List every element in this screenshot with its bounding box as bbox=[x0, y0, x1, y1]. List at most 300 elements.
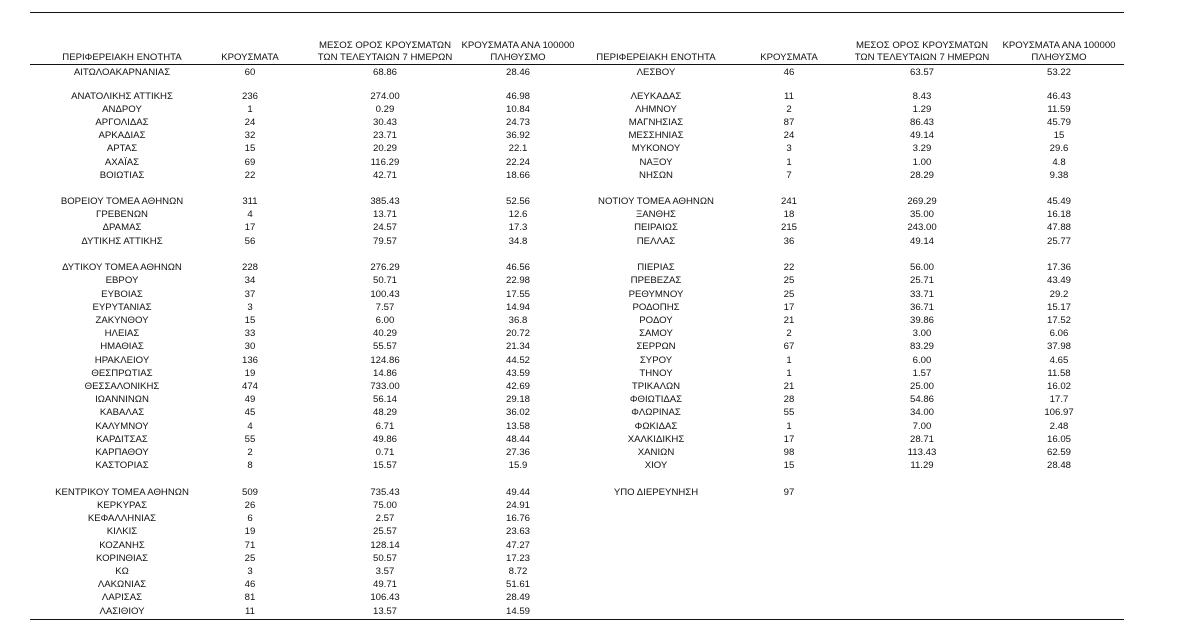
cases-cell: 22 bbox=[244, 170, 256, 181]
cases-cell: 19 bbox=[244, 368, 256, 379]
per-100k-cell: 17.52 bbox=[1046, 315, 1071, 326]
cases-cell: 1 bbox=[786, 157, 792, 168]
table-row bbox=[0, 486, 1200, 499]
avg-7day-cell: 276.29 bbox=[370, 262, 400, 273]
cases-cell: 2 bbox=[786, 104, 792, 115]
per-100k-cell: 20.72 bbox=[505, 328, 530, 339]
cases-cell: 17 bbox=[244, 222, 256, 233]
header-rule bbox=[30, 64, 1124, 65]
per-100k-cell: 45.79 bbox=[1046, 117, 1071, 128]
avg-7day-cell: 49.86 bbox=[372, 434, 397, 445]
table-row bbox=[0, 169, 1200, 182]
header-per100k-line2: ΠΛΗΘΥΣΜΟ bbox=[1031, 51, 1087, 63]
cases-cell: 24 bbox=[783, 130, 795, 141]
cases-cell: 71 bbox=[244, 540, 256, 551]
cases-cell: 236 bbox=[241, 91, 258, 102]
region-cell: ΑΡΚΑΔΙΑΣ bbox=[98, 130, 146, 141]
cases-cell: 4 bbox=[247, 421, 253, 432]
region-cell: ΚΕΡΚΥΡΑΣ bbox=[96, 500, 147, 511]
per-100k-cell: 36.8 bbox=[508, 315, 528, 326]
avg-7day-cell: 63.57 bbox=[909, 67, 934, 78]
avg-7day-cell: 79.57 bbox=[372, 236, 397, 247]
table-row bbox=[0, 525, 1200, 538]
table-row bbox=[0, 512, 1200, 525]
avg-7day-cell: 25.71 bbox=[909, 275, 934, 286]
avg-7day-cell: 243.00 bbox=[907, 222, 937, 233]
per-100k-cell: 106.97 bbox=[1044, 407, 1074, 418]
table-row bbox=[0, 393, 1200, 406]
avg-7day-cell: 1.57 bbox=[912, 368, 932, 379]
cases-cell: 1 bbox=[786, 368, 792, 379]
region-cell: ΧΑΝΙΩΝ bbox=[637, 447, 675, 458]
per-100k-cell: 47.88 bbox=[1046, 222, 1071, 233]
cases-cell: 15 bbox=[244, 143, 256, 154]
per-100k-cell: 21.34 bbox=[505, 341, 530, 352]
per-100k-cell: 53.22 bbox=[1046, 67, 1071, 78]
avg-7day-cell: 56.00 bbox=[909, 262, 934, 273]
region-cell: ΚΑΡΠΑΘΟΥ bbox=[95, 447, 149, 458]
region-cell: ΔΥΤΙΚΗΣ ΑΤΤΙΚΗΣ bbox=[81, 236, 163, 247]
avg-7day-cell: 13.71 bbox=[372, 209, 397, 220]
region-cell: ΣΕΡΡΩΝ bbox=[636, 341, 676, 352]
cases-cell: 30 bbox=[244, 341, 256, 352]
avg-7day-cell: 23.71 bbox=[372, 130, 397, 141]
cases-cell: 2 bbox=[786, 328, 792, 339]
avg-7day-cell: 49.14 bbox=[909, 130, 934, 141]
avg-7day-cell: 54.86 bbox=[909, 394, 934, 405]
header-per100k-line2: ΠΛΗΘΥΣΜΟ bbox=[490, 51, 546, 63]
cases-cell: 36 bbox=[783, 236, 795, 247]
region-cell: ΣΑΜΟΥ bbox=[639, 328, 673, 339]
region-cell: ΛΑΡΙΣΑΣ bbox=[101, 592, 143, 603]
left-header-avg bbox=[315, 40, 455, 63]
table-row bbox=[0, 116, 1200, 129]
per-100k-cell: 47.27 bbox=[505, 540, 530, 551]
avg-7day-cell: 33.71 bbox=[909, 289, 934, 300]
avg-7day-cell: 106.43 bbox=[370, 592, 400, 603]
per-100k-cell: 24.73 bbox=[505, 117, 530, 128]
table-row bbox=[0, 539, 1200, 552]
region-cell: ΦΘΙΩΤΙΔΑΣ bbox=[629, 394, 683, 405]
avg-7day-cell: 1.29 bbox=[912, 104, 932, 115]
region-cell: ΑΝΔΡΟΥ bbox=[102, 104, 142, 115]
avg-7day-cell: 269.29 bbox=[907, 196, 937, 207]
cases-cell: 25 bbox=[244, 553, 256, 564]
per-100k-cell: 4.8 bbox=[1052, 157, 1066, 168]
region-cell: ΠΡΕΒΕΖΑΣ bbox=[630, 275, 682, 286]
region-cell: ΚΕΦΑΛΛΗΝΙΑΣ bbox=[87, 513, 157, 524]
region-cell: ΗΡΑΚΛΕΙΟΥ bbox=[94, 355, 150, 366]
per-100k-cell: 42.69 bbox=[505, 381, 530, 392]
cases-cell: 60 bbox=[244, 67, 256, 78]
top-rule bbox=[30, 12, 1124, 13]
cases-cell: 15 bbox=[783, 460, 795, 471]
cases-cell: 509 bbox=[241, 487, 258, 498]
cases-cell: 69 bbox=[244, 157, 256, 168]
region-cell: ΜΥΚΟΝΟΥ bbox=[631, 143, 681, 154]
region-cell: ΧΙΟΥ bbox=[644, 460, 668, 471]
avg-7day-cell: 83.29 bbox=[909, 341, 934, 352]
cases-cell: 1 bbox=[786, 421, 792, 432]
region-cell: ΑΧΑΪΑΣ bbox=[104, 157, 140, 168]
cases-cell: 7 bbox=[786, 170, 792, 181]
region-cell: ΜΑΓΝΗΣΙΑΣ bbox=[628, 117, 684, 128]
region-cell: ΤΡΙΚΑΛΩΝ bbox=[631, 381, 681, 392]
region-cell: ΑΝΑΤΟΛΙΚΗΣ ΑΤΤΙΚΗΣ bbox=[71, 91, 173, 102]
cases-cell: 22 bbox=[783, 262, 795, 273]
per-100k-cell: 23.63 bbox=[505, 526, 530, 537]
table-row bbox=[0, 327, 1200, 340]
per-100k-cell: 45.49 bbox=[1046, 196, 1071, 207]
cases-cell: 81 bbox=[244, 592, 256, 603]
region-cell: ΡΕΘΥΜΝΟΥ bbox=[628, 289, 684, 300]
avg-7day-cell: 14.86 bbox=[372, 368, 397, 379]
table-row bbox=[0, 156, 1200, 169]
cases-cell: 3 bbox=[247, 566, 253, 577]
cases-cell: 24 bbox=[244, 117, 256, 128]
per-100k-cell: 16.76 bbox=[505, 513, 530, 524]
region-cell: ΚΑΒΑΛΑΣ bbox=[99, 407, 145, 418]
region-cell: ΠΕΛΛΑΣ bbox=[636, 236, 676, 247]
cases-cell: 6 bbox=[247, 513, 253, 524]
header-avg-line2: ΤΩΝ ΤΕΛΕΥΤΑΙΩΝ 7 ΗΜΕΡΩΝ bbox=[854, 51, 990, 63]
table-row bbox=[0, 380, 1200, 393]
right-header-per100k bbox=[998, 40, 1120, 63]
region-cell: ΕΒΡΟΥ bbox=[105, 275, 139, 286]
per-100k-cell: 11.58 bbox=[1047, 368, 1071, 379]
avg-7day-cell: 0.29 bbox=[375, 104, 395, 115]
table-row bbox=[0, 142, 1200, 155]
table-row bbox=[0, 340, 1200, 353]
avg-7day-cell: 0.71 bbox=[375, 447, 395, 458]
header-avg-line2: ΤΩΝ ΤΕΛΕΥΤΑΙΩΝ 7 ΗΜΕΡΩΝ bbox=[317, 51, 453, 63]
table-row bbox=[0, 605, 1200, 618]
cases-cell: 215 bbox=[780, 222, 797, 233]
table-row bbox=[0, 301, 1200, 314]
table-row bbox=[0, 446, 1200, 459]
region-cell: ΖΑΚΥΝΘΟΥ bbox=[95, 315, 149, 326]
per-100k-cell: 52.56 bbox=[505, 196, 530, 207]
table-row bbox=[0, 552, 1200, 565]
per-100k-cell: 10.84 bbox=[505, 104, 530, 115]
avg-7day-cell: 6.71 bbox=[375, 421, 395, 432]
cases-cell: 8 bbox=[247, 460, 253, 471]
right-header-avg bbox=[852, 40, 992, 63]
header-avg-line1: ΜΕΣΟΣ ΟΡΟΣ ΚΡΟΥΣΜΑΤΩΝ bbox=[855, 40, 989, 51]
table-row bbox=[0, 499, 1200, 512]
avg-7day-cell: 25.00 bbox=[909, 381, 934, 392]
table-row bbox=[0, 420, 1200, 433]
avg-7day-cell: 25.57 bbox=[372, 526, 397, 537]
avg-7day-cell: 274.00 bbox=[370, 91, 400, 102]
per-100k-cell: 27.36 bbox=[505, 447, 530, 458]
avg-7day-cell: 7.57 bbox=[375, 302, 395, 313]
table-row bbox=[0, 433, 1200, 446]
avg-7day-cell: 2.57 bbox=[375, 513, 395, 524]
region-cell: ΕΥΡΥΤΑΝΙΑΣ bbox=[92, 302, 152, 313]
table-row bbox=[0, 129, 1200, 142]
per-100k-cell: 29.2 bbox=[1049, 289, 1069, 300]
table-row bbox=[0, 367, 1200, 380]
table-row bbox=[0, 66, 1200, 79]
region-cell: ΜΕΣΣΗΝΙΑΣ bbox=[628, 130, 684, 141]
per-100k-cell: 46.43 bbox=[1046, 91, 1071, 102]
avg-7day-cell: 6.00 bbox=[912, 355, 932, 366]
region-cell: ΘΕΣΠΡΩΤΙΑΣ bbox=[91, 368, 153, 379]
avg-7day-cell: 28.29 bbox=[909, 170, 934, 181]
avg-7day-cell: 39.86 bbox=[909, 315, 934, 326]
table-row bbox=[0, 578, 1200, 591]
per-100k-cell: 17.7 bbox=[1049, 394, 1069, 405]
table-row bbox=[0, 459, 1200, 472]
per-100k-cell: 15.17 bbox=[1046, 302, 1071, 313]
region-cell: ΔΥΤΙΚΟΥ ΤΟΜΕΑ ΑΘΗΝΩΝ bbox=[62, 262, 182, 273]
avg-7day-cell: 34.00 bbox=[909, 407, 934, 418]
avg-7day-cell: 28.71 bbox=[909, 434, 934, 445]
per-100k-cell: 15 bbox=[1053, 130, 1065, 141]
region-cell: ΘΕΣΣΑΛΟΝΙΚΗΣ bbox=[84, 381, 160, 392]
per-100k-cell: 28.46 bbox=[505, 67, 530, 78]
per-100k-cell: 34.8 bbox=[508, 236, 528, 247]
cases-cell: 56 bbox=[244, 236, 256, 247]
per-100k-cell: 46.98 bbox=[505, 91, 530, 102]
region-cell: ΑΡΓΟΛΙΔΑΣ bbox=[95, 117, 149, 128]
avg-7day-cell: 86.43 bbox=[909, 117, 934, 128]
avg-7day-cell: 40.29 bbox=[372, 328, 397, 339]
per-100k-cell: 14.94 bbox=[505, 302, 530, 313]
per-100k-cell: 11.59 bbox=[1047, 104, 1071, 115]
per-100k-cell: 36.02 bbox=[505, 407, 530, 418]
cases-cell: 19 bbox=[244, 526, 256, 537]
cases-cell: 46 bbox=[244, 579, 256, 590]
cases-cell: 28 bbox=[783, 394, 795, 405]
right-header-region bbox=[582, 52, 730, 64]
avg-7day-cell: 124.86 bbox=[370, 355, 400, 366]
cases-cell: 18 bbox=[783, 209, 795, 220]
avg-7day-cell: 3.29 bbox=[912, 143, 932, 154]
per-100k-cell: 13.58 bbox=[505, 421, 530, 432]
avg-7day-cell: 1.00 bbox=[912, 157, 932, 168]
per-100k-cell: 16.18 bbox=[1046, 209, 1071, 220]
avg-7day-cell: 30.43 bbox=[372, 117, 397, 128]
cases-cell: 67 bbox=[783, 341, 795, 352]
cases-cell: 21 bbox=[783, 315, 795, 326]
per-100k-cell: 9.38 bbox=[1049, 170, 1069, 181]
avg-7day-cell: 42.71 bbox=[372, 170, 397, 181]
cases-cell: 26 bbox=[244, 500, 256, 511]
region-cell: ΙΩΑΝΝΙΝΩΝ bbox=[95, 394, 149, 405]
cases-cell: 46 bbox=[783, 67, 795, 78]
region-cell: ΞΑΝΘΗΣ bbox=[636, 209, 676, 220]
avg-7day-cell: 50.71 bbox=[372, 275, 397, 286]
avg-7day-cell: 13.57 bbox=[372, 606, 397, 617]
region-cell: ΤΗΝΟΥ bbox=[639, 368, 673, 379]
per-100k-cell: 49.44 bbox=[505, 487, 530, 498]
region-cell: ΣΥΡΟΥ bbox=[639, 355, 673, 366]
cases-cell: 33 bbox=[244, 328, 256, 339]
region-cell: ΛΕΣΒΟΥ bbox=[636, 67, 676, 78]
cases-cell: 97 bbox=[783, 487, 795, 498]
per-100k-cell: 28.48 bbox=[1046, 460, 1071, 471]
per-100k-cell: 17.36 bbox=[1046, 262, 1071, 273]
region-cell: ΔΡΑΜΑΣ bbox=[102, 222, 142, 233]
table-row bbox=[0, 274, 1200, 287]
region-cell: ΗΛΕΙΑΣ bbox=[104, 328, 140, 339]
region-cell: ΠΕΙΡΑΙΩΣ bbox=[634, 222, 678, 233]
cases-cell: 37 bbox=[244, 289, 256, 300]
per-100k-cell: 17.23 bbox=[505, 553, 530, 564]
cases-cell: 15 bbox=[244, 315, 256, 326]
per-100k-cell: 29.6 bbox=[1049, 143, 1069, 154]
avg-7day-cell: 75.00 bbox=[372, 500, 397, 511]
region-cell: ΓΡΕΒΕΝΩΝ bbox=[96, 209, 148, 220]
avg-7day-cell: 100.43 bbox=[370, 289, 400, 300]
left-header-cases bbox=[210, 52, 290, 64]
per-100k-cell: 44.52 bbox=[505, 355, 530, 366]
region-cell: ΚΟΡΙΝΘΙΑΣ bbox=[95, 553, 149, 564]
cases-cell: 55 bbox=[244, 434, 256, 445]
per-100k-cell: 43.49 bbox=[1046, 275, 1071, 286]
table-row bbox=[0, 195, 1200, 208]
avg-7day-cell: 7.00 bbox=[912, 421, 932, 432]
right-header-cases bbox=[756, 52, 822, 64]
per-100k-cell: 51.61 bbox=[505, 579, 530, 590]
table-row bbox=[0, 90, 1200, 103]
cases-cell: 25 bbox=[783, 275, 795, 286]
per-100k-cell: 14.59 bbox=[505, 606, 530, 617]
header-cases-label: ΚΡΟΥΣΜΑΤΑ bbox=[760, 52, 818, 63]
avg-7day-cell: 3.57 bbox=[375, 566, 395, 577]
per-100k-cell: 6.06 bbox=[1049, 328, 1069, 339]
per-100k-cell: 36.92 bbox=[505, 130, 530, 141]
region-cell: ΚΑΡΔΙΤΣΑΣ bbox=[96, 434, 148, 445]
cases-cell: 136 bbox=[241, 355, 258, 366]
per-100k-cell: 17.3 bbox=[508, 222, 528, 233]
region-cell: ΚΙΛΚΙΣ bbox=[106, 526, 138, 537]
per-100k-cell: 25.77 bbox=[1046, 236, 1071, 247]
table-row bbox=[0, 314, 1200, 327]
region-cell: ΛΕΥΚΑΔΑΣ bbox=[630, 91, 682, 102]
header-avg-line1: ΜΕΣΟΣ ΟΡΟΣ ΚΡΟΥΣΜΑΤΩΝ bbox=[318, 40, 452, 51]
region-cell: ΚΟΖΑΝΗΣ bbox=[99, 540, 145, 551]
avg-7day-cell: 49.14 bbox=[909, 236, 934, 247]
per-100k-cell: 8.72 bbox=[508, 566, 528, 577]
table-row bbox=[0, 103, 1200, 116]
per-100k-cell: 43.59 bbox=[505, 368, 530, 379]
per-100k-cell: 17.55 bbox=[505, 289, 530, 300]
table-row bbox=[0, 208, 1200, 221]
cases-cell: 11 bbox=[245, 606, 255, 617]
region-cell: ΝΑΞΟΥ bbox=[639, 157, 673, 168]
region-cell: ΚΑΣΤΟΡΙΑΣ bbox=[95, 460, 149, 471]
region-cell: ΡΟΔΟΠΗΣ bbox=[632, 302, 680, 313]
avg-7day-cell: 50.57 bbox=[372, 553, 397, 564]
region-cell: ΒΟΙΩΤΙΑΣ bbox=[99, 170, 145, 181]
region-cell: ΒΟΡΕΙΟΥ ΤΟΜΕΑ ΑΘΗΝΩΝ bbox=[60, 196, 184, 207]
header-cases-label: ΚΡΟΥΣΜΑΤΑ bbox=[221, 52, 279, 63]
region-cell: ΚΕΝΤΡΙΚΟΥ ΤΟΜΕΑ ΑΘΗΝΩΝ bbox=[55, 487, 189, 498]
region-cell: ΝΟΤΙΟΥ ΤΟΜΕΑ ΑΘΗΝΩΝ bbox=[598, 196, 714, 207]
per-100k-cell: 4.65 bbox=[1049, 355, 1069, 366]
cases-cell: 1 bbox=[786, 355, 792, 366]
cases-cell: 55 bbox=[783, 407, 795, 418]
avg-7day-cell: 128.14 bbox=[370, 540, 400, 551]
table-row bbox=[0, 235, 1200, 248]
cases-cell: 241 bbox=[780, 196, 797, 207]
avg-7day-cell: 36.71 bbox=[909, 302, 934, 313]
cases-cell: 21 bbox=[783, 381, 795, 392]
avg-7day-cell: 733.00 bbox=[370, 381, 400, 392]
avg-7day-cell: 11.29 bbox=[910, 460, 934, 471]
avg-7day-cell: 8.43 bbox=[912, 91, 932, 102]
header-per100k-line1: ΚΡΟΥΣΜΑΤΑ ΑΝΑ 100000 bbox=[1002, 40, 1116, 51]
region-cell: ΛΗΜΝΟΥ bbox=[635, 104, 677, 115]
cases-cell: 34 bbox=[244, 275, 256, 286]
avg-7day-cell: 55.57 bbox=[372, 341, 397, 352]
table-row bbox=[0, 565, 1200, 578]
region-cell: ΦΩΚΙΔΑΣ bbox=[634, 421, 678, 432]
left-header-region bbox=[22, 52, 222, 64]
per-100k-cell: 22.1 bbox=[508, 143, 528, 154]
region-cell: ΗΜΑΘΙΑΣ bbox=[100, 341, 144, 352]
avg-7day-cell: 68.86 bbox=[372, 67, 397, 78]
cases-cell: 45 bbox=[244, 407, 256, 418]
per-100k-cell: 24.91 bbox=[505, 500, 530, 511]
region-cell: ΡΟΔΟΥ bbox=[639, 315, 673, 326]
avg-7day-cell: 56.14 bbox=[372, 394, 397, 405]
header-per100k-line1: ΚΡΟΥΣΜΑΤΑ ΑΝΑ 100000 bbox=[461, 40, 575, 51]
header-region-label: ΠΕΡΙΦΕΡΕΙΑΚΗ ΕΝΟΤΗΤΑ bbox=[62, 52, 182, 63]
avg-7day-cell: 6.00 bbox=[375, 315, 395, 326]
avg-7day-cell: 15.57 bbox=[372, 460, 397, 471]
region-cell: ΛΑΣΙΘΙΟΥ bbox=[99, 606, 145, 617]
per-100k-cell: 29.18 bbox=[505, 394, 530, 405]
cases-cell: 2 bbox=[247, 447, 253, 458]
header-region-label: ΠΕΡΙΦΕΡΕΙΑΚΗ ΕΝΟΤΗΤΑ bbox=[596, 52, 716, 63]
cases-cell: 3 bbox=[247, 302, 253, 313]
region-cell: ΑΡΤΑΣ bbox=[106, 143, 138, 154]
left-header-per100k bbox=[458, 40, 578, 63]
region-cell: ΚΩ bbox=[115, 566, 129, 577]
per-100k-cell: 46.56 bbox=[505, 262, 530, 273]
region-cell: ΚΑΛΥΜΝΟΥ bbox=[95, 421, 149, 432]
per-100k-cell: 16.05 bbox=[1046, 434, 1071, 445]
cases-cell: 98 bbox=[783, 447, 795, 458]
cases-cell: 311 bbox=[242, 196, 258, 207]
per-100k-cell: 16.02 bbox=[1046, 381, 1071, 392]
table-row bbox=[0, 354, 1200, 367]
table-row bbox=[0, 591, 1200, 604]
per-100k-cell: 22.24 bbox=[505, 157, 530, 168]
table-row bbox=[0, 288, 1200, 301]
region-cell: ΦΛΩΡΙΝΑΣ bbox=[631, 407, 681, 418]
cases-cell: 3 bbox=[786, 143, 792, 154]
per-100k-cell: 22.98 bbox=[505, 275, 530, 286]
table-row bbox=[0, 406, 1200, 419]
region-cell: ΑΙΤΩΛΟΑΚΑΡΝΑΝΙΑΣ bbox=[73, 67, 171, 78]
region-cell: ΠΙΕΡΙΑΣ bbox=[637, 262, 675, 273]
cases-cell: 228 bbox=[241, 262, 258, 273]
region-cell: ΝΗΣΩΝ bbox=[639, 170, 673, 181]
per-100k-cell: 15.9 bbox=[508, 460, 528, 471]
avg-7day-cell: 24.57 bbox=[372, 222, 397, 233]
region-cell: ΥΠΟ ΔΙΕΡΕΥΝΗΣΗ bbox=[613, 487, 699, 498]
bottom-rule bbox=[30, 619, 1124, 620]
cases-cell: 17 bbox=[783, 434, 795, 445]
avg-7day-cell: 735.43 bbox=[370, 487, 400, 498]
per-100k-cell: 18.66 bbox=[505, 170, 530, 181]
avg-7day-cell: 3.00 bbox=[912, 328, 932, 339]
